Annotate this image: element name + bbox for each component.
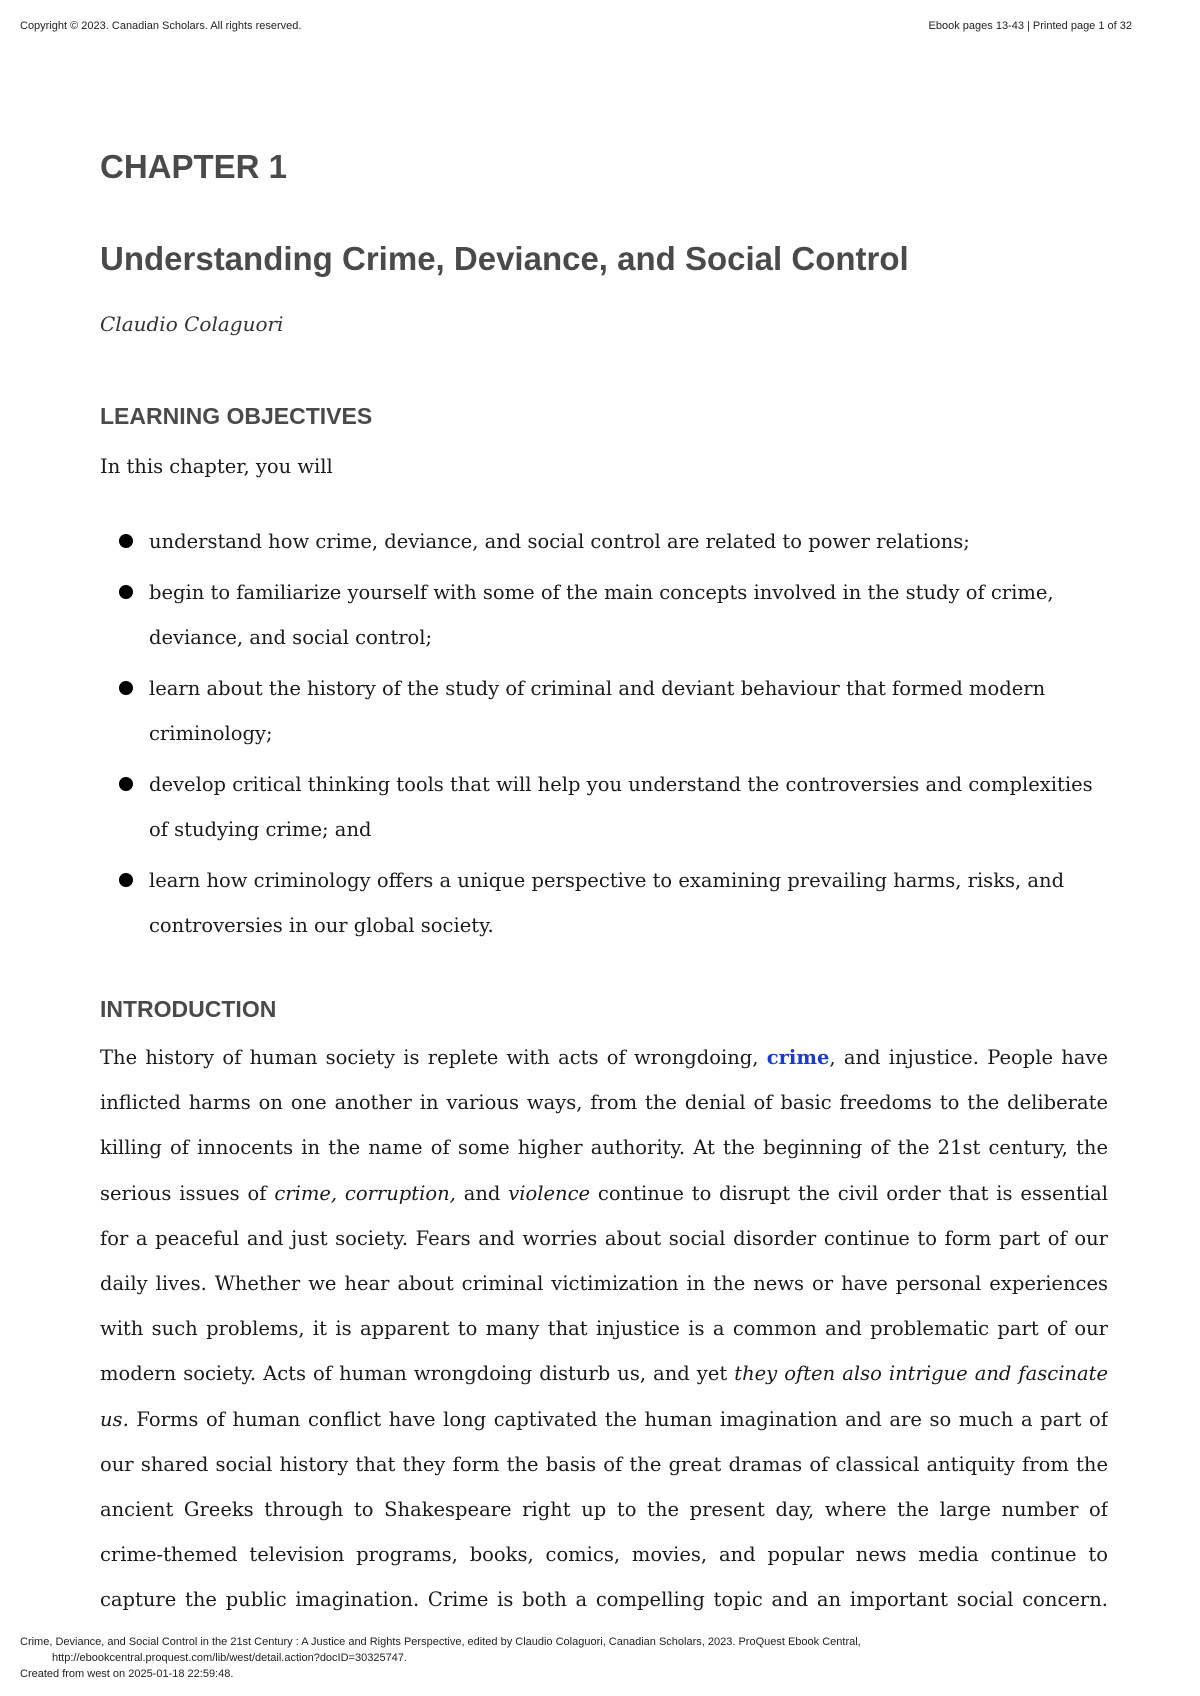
footer-citation: Crime, Deviance, and Social Control in the 21st Century : A Justice and Rights Perspective, edited by Claudio Colaguori, Canadian Scholars, 2023. ProQuest Ebook Central, <box>20 1636 861 1648</box>
footer-url[interactable]: http://ebookcentral.proquest.com/lib/west/detail.action?docID=30325747. <box>52 1652 407 1664</box>
glossary-link-crime[interactable]: crime <box>766 1046 830 1069</box>
chapter-label: CHAPTER 1 <box>100 148 288 185</box>
learning-objectives-heading: LEARNING OBJECTIVES <box>100 403 373 429</box>
copyright-notice: Copyright © 2023. Canadian Scholars. All rights reserved. <box>20 20 302 32</box>
learning-objectives-intro: In this chapter, you will <box>100 455 333 478</box>
paragraph-text: continue to disrupt the civil order that is essential for a peaceful and just society. Fears and worries about social disorder continue to form part of our daily lives. Whether we hear about criminal victimization in the news or have personal experiences with such problems, it is apparent to many that injustice is a common and problematic part of our modern society. Acts of human wrongdoing disturb us, and yet <box>100 1181 1108 1386</box>
introduction-heading: INTRODUCTION <box>100 996 277 1022</box>
list-item: learn how criminology offers a unique perspective to examining prevailing harms, risks, and controversies in our global society. <box>100 858 1100 948</box>
paragraph-text: , and injustice. People have inflicted harms on one another in various ways, from the denial of basic freedoms to the deliberate killing of innocents in the name of some higher authority. At the beginning of the 21st century, the serious issues of <box>100 1046 1108 1205</box>
list-item: understand how crime, deviance, and social control are related to power relations; <box>100 519 1100 564</box>
footer-created: Created from west on 2025-01-18 22:59:48. <box>20 1668 234 1680</box>
emphasis-text: crime, corruption, <box>274 1181 456 1205</box>
author-name: Claudio Colaguori <box>100 312 284 336</box>
learning-objectives-list <box>100 519 1100 954</box>
page-info: Ebook pages 13-43 | Printed page 1 of 32 <box>928 20 1132 32</box>
introduction-paragraph <box>100 1035 1108 1625</box>
paragraph-text: Forms of human conflict have long captivated the human imagination and are so much a part of our shared social history that they form the basis of the great dramas of classical antiquity from the ancient Greeks through to Shakespeare right up to the present day, where the large number of crime-themed television programs, books, comics, movies, and popular news media continue to capture the public imagination. Crime is both a compelling topic and an important social concern. <box>100 1407 1108 1612</box>
list-item: develop critical thinking tools that will help you understand the controversies and complexities of studying crime; and <box>100 762 1100 852</box>
list-item: begin to familiarize yourself with some of the main concepts involved in the study of crime, deviance, and social control; <box>100 570 1100 660</box>
paragraph-text: The history of human society is replete with acts of wrongdoing, <box>100 1046 767 1069</box>
emphasis-text: they often also intrigue and fascinate us. <box>100 1362 1108 1431</box>
paragraph-text: and <box>455 1181 509 1205</box>
emphasis-text: violence <box>508 1181 591 1205</box>
list-item: learn about the history of the study of criminal and deviant behaviour that formed modern criminology; <box>100 666 1100 756</box>
chapter-title: Understanding Crime, Deviance, and Social Control <box>100 240 909 277</box>
